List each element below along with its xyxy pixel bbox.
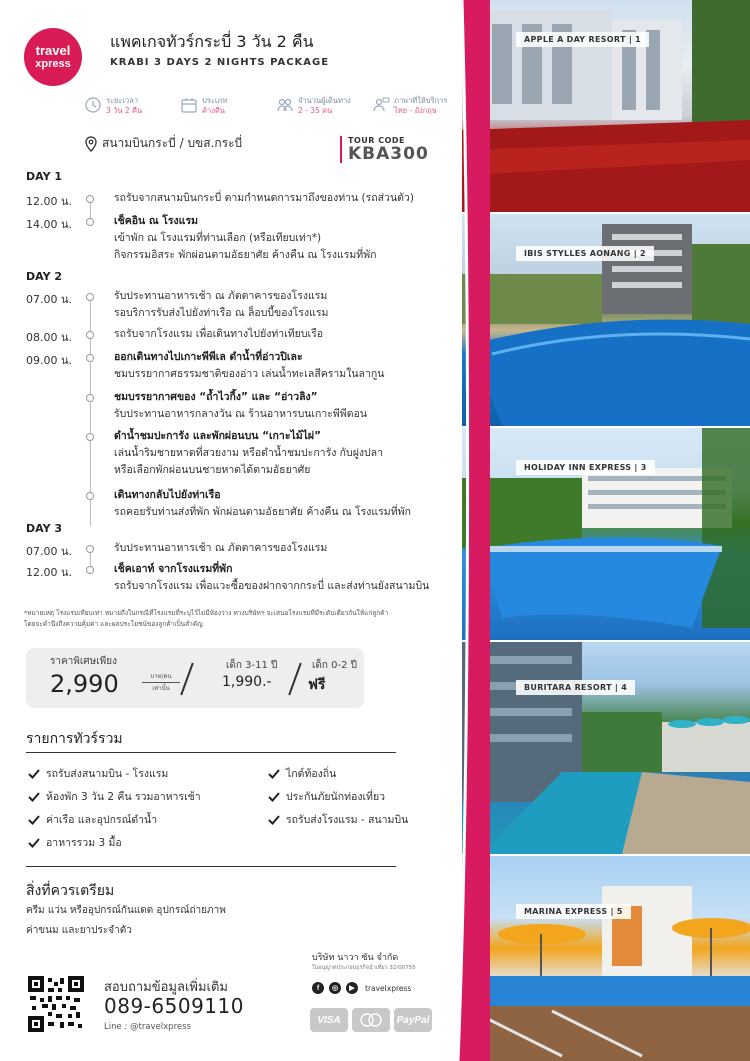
itinerary-time: 14.00 น. xyxy=(26,218,73,231)
itinerary-text: เช็คอิน ณ โรงแรม เข้าพัก ณ โรงแรมที่ท่านเลือก (หรือเทียบเท่า*) กิจกรรมอิสระ พักผ่อนตามอัธยาศัย ค้างคืน ณ โรงแรมที่พัก xyxy=(114,215,377,261)
included-item: ไกด์ท้องถิ่น xyxy=(268,765,336,782)
hotel-photo-3 xyxy=(462,428,750,640)
info-type xyxy=(180,96,266,116)
youtube-icon[interactable]: ▶ xyxy=(346,982,358,994)
check-icon xyxy=(268,792,280,802)
phone-number[interactable]: 089-6509110 xyxy=(104,994,244,1018)
clock-icon xyxy=(84,96,102,114)
itinerary-time: 09.00 น. xyxy=(26,354,73,367)
timeline-dot xyxy=(86,195,94,203)
hotel-caption: BURITARA RESORT | 4 xyxy=(516,680,635,695)
included-item: รถรับส่งโรงแรม - สนามบิน xyxy=(268,811,408,828)
timeline-dot xyxy=(86,218,94,226)
tour-code xyxy=(340,136,429,163)
license-number: ใบอนุญาตประกอบธุรกิจนำเที่ยว 32/00755 xyxy=(312,965,416,971)
hotel-caption: IBIS STYLLES AONANG | 2 xyxy=(516,246,654,261)
itinerary-text: รับประทานอาหารเช้า ณ ภัตตาคารของโรงแรม รอบริการรับส่งไปยังท่าเรือ ณ ล็อบบี้ของโรงแรม xyxy=(114,290,329,319)
timeline-dot xyxy=(86,433,94,441)
pool-illustration xyxy=(462,856,750,1061)
itinerary-time: 08.00 น. xyxy=(26,331,73,344)
included-item: ประกันภัยนักท่องเที่ยว xyxy=(268,788,385,805)
prepare-title: สิ่งที่ควรเตรียม xyxy=(26,883,115,899)
price-label: ราคาพิเศษเพียง xyxy=(50,656,117,667)
logo-text-line2: xpress xyxy=(35,58,71,70)
tour-code-label: TOUR CODE xyxy=(348,136,405,145)
check-icon xyxy=(28,838,40,848)
meeting-point xyxy=(84,134,242,153)
timeline-dot xyxy=(86,545,94,553)
tour-code-value: KBA300 xyxy=(348,144,429,164)
info-language xyxy=(372,96,458,116)
info-label: ระยะเวลา xyxy=(106,96,139,105)
included-title: รายการทัวร์รวม xyxy=(26,731,123,747)
itinerary-text: รับประทานอาหารเช้า ณ ภัตตาคารของโรงแรม xyxy=(114,542,328,554)
hotel-caption: APPLE A DAY RESORT | 1 xyxy=(516,32,649,47)
infant-price-value: ฟรี xyxy=(308,677,326,693)
people-icon xyxy=(276,96,294,114)
brand-logo xyxy=(24,28,82,86)
timeline-dot xyxy=(86,492,94,500)
info-value: 3 วัน 2 คืน xyxy=(106,106,143,115)
info-label: ภาษาที่ให้บริการ xyxy=(394,96,448,105)
info-label: จำนวนผู้เดินทาง xyxy=(298,96,351,105)
child-price-value: 1,990.- xyxy=(222,674,272,690)
page-title-english: KRABI 3 DAYS 2 NIGHTS PACKAGE xyxy=(110,57,330,68)
paypal-logo: PayPal xyxy=(394,1008,432,1032)
timeline-dot xyxy=(86,293,94,301)
itinerary-text: ดำน้ำชมปะการัง และพักผ่อนบน “เกาะไม้ไผ่” เล่นน้ำริมชายหาดที่สวยงาม หรือดำน้ำชมปะการัง กับฝูงปลา หรือเลือกพักผ่อนบนชายหาดได้ตามอัธยาศัย xyxy=(114,430,383,476)
itinerary-text: รถรับจากโรงแรม เพื่อเดินทางไปยังท่าเทียบเรือ xyxy=(114,328,324,340)
itinerary-time: 07.00 น. xyxy=(26,293,73,306)
check-icon xyxy=(28,792,40,802)
itinerary-time: 12.00 น. xyxy=(26,195,73,208)
speech-icon xyxy=(372,96,390,114)
meeting-point-text: สนามบินกระบี่ / บขส.กระบี่ xyxy=(102,136,243,150)
instagram-icon[interactable]: ◎ xyxy=(329,982,341,994)
logo-text-line1: travel xyxy=(35,43,71,58)
location-pin-icon xyxy=(84,136,98,152)
mastercard-logo xyxy=(352,1008,390,1032)
check-icon xyxy=(28,769,40,779)
page-title-thai: แพคเกจทัวร์กระบี่ 3 วัน 2 คืน xyxy=(110,32,314,51)
child-price-label: เด็ก 3-11 ปี xyxy=(226,660,278,671)
itinerary-text: รถรับจากสนามบินกระบี่ ตามกำหนดการมาถึงของท่าน (รถส่วนตัว) xyxy=(114,192,414,204)
mastercard-circles xyxy=(358,1013,384,1027)
info-duration xyxy=(84,96,170,116)
hotel-photo-2 xyxy=(462,214,750,426)
social-links xyxy=(312,982,411,994)
info-travelers xyxy=(276,96,362,116)
divider xyxy=(26,752,396,753)
day-heading: DAY 3 xyxy=(26,522,63,535)
hotel-caption: HOLIDAY INN EXPRESS | 3 xyxy=(516,460,655,475)
divider xyxy=(26,866,396,867)
timeline-dot xyxy=(86,566,94,574)
hotel-footnote: *หมายเหตุ โรงแรมเทียบเท่า หมายถึงในกรณีที่โรงแรมที่ระบุไว้ไม่มีห้องว่าง ทางบริษัทฯ จะเสนอโรงแรมที่มีระดับเดียวกันให้แก่ลูกค้า โดยจะคำนึงถึงความคุ้มค่า และผลประโยชน์ของลูกค้าเป็นสำคัญ xyxy=(24,609,389,628)
itinerary-text: เช็คเอาท์ จากโรงแรมที่พัก รถรับจากโรงแรม เพื่อแวะซื้อของฝากจากกระบี่ และส่งท่านยังสนามบิน xyxy=(114,563,430,592)
facebook-icon[interactable]: f xyxy=(312,982,324,994)
contact-label: สอบถามข้อมูลเพิ่มเติม xyxy=(104,980,229,995)
itinerary-text: ออกเดินทางไปเกาะพีพีเล ดำน้ำที่อ่าวปิเละ ชมบรรยากาศธรรมชาติของอ่าว เล่นน้ำทะเลสีครามในลากูน xyxy=(114,351,385,380)
included-item: ค่าเรือ และอุปกรณ์ดำน้ำ xyxy=(28,811,157,828)
pool-illustration xyxy=(462,642,750,854)
hotel-photo-5 xyxy=(462,856,750,1061)
prepare-line: ค่าขนม และยาประจำตัว xyxy=(26,925,132,936)
check-icon xyxy=(268,815,280,825)
pink-ribbon-decoration xyxy=(430,0,490,1061)
line-id[interactable]: Line : @travelxpress xyxy=(104,1022,191,1032)
itinerary-text: ชมบรรยากาศของ “ถ้ำไวกิ้ง” และ “อ่าวลิง” รับประทานอาหารกลางวัน ณ ร้านอาหารบนเกาะพีพีดอน xyxy=(114,391,368,420)
check-icon xyxy=(268,769,280,779)
hotel-photo-1 xyxy=(462,0,750,212)
tour-info-row xyxy=(84,96,458,116)
included-item: อาหารรวม 3 มื้อ xyxy=(28,834,122,851)
timeline-dot xyxy=(86,331,94,339)
info-value: ค้างคืน xyxy=(202,106,226,115)
timeline-dot xyxy=(86,354,94,362)
price-main: 2,990 xyxy=(50,670,119,698)
divider xyxy=(288,663,302,696)
price-unit: บาท/คน เท่านั้น xyxy=(142,672,180,693)
infant-price-label: เด็ก 0-2 ปี xyxy=(312,660,358,671)
day-heading: DAY 1 xyxy=(26,170,63,183)
info-value: 2 - 35 คน xyxy=(298,106,333,115)
day-heading: DAY 2 xyxy=(26,270,63,283)
check-icon xyxy=(28,815,40,825)
hotel-photo-4 xyxy=(462,642,750,854)
prepare-line: ครีม แว่น หรืออุปกรณ์กันแดด อุปกรณ์ถ่ายภาพ xyxy=(26,905,226,916)
itinerary-text: เดินทางกลับไปยังท่าเรือ รถคอยรับท่านส่งที่พัก พักผ่อนตามอัธยาศัย ค้างคืน ณ โรงแรมที่พัก xyxy=(114,489,411,518)
divider xyxy=(180,663,194,696)
qr-code[interactable] xyxy=(28,976,84,1032)
itinerary-time: 07.00 น. xyxy=(26,545,73,558)
info-label: ประเภท xyxy=(202,96,228,105)
included-item: รถรับส่งสนามบิน - โรงแรม xyxy=(28,765,168,782)
company-name: บริษัท นาวา ซัน จำกัด xyxy=(312,953,399,963)
hotel-caption: MARINA EXPRESS | 5 xyxy=(516,904,631,919)
calendar-icon xyxy=(180,96,198,114)
info-value: ไทย - อังกฤษ xyxy=(394,106,437,115)
visa-logo: VISA xyxy=(310,1008,348,1032)
price-box xyxy=(26,648,364,708)
itinerary-time: 12.00 น. xyxy=(26,566,73,579)
timeline-dot xyxy=(86,394,94,402)
social-handle: travelxpress xyxy=(365,983,412,993)
included-item: ห้องพัก 3 วัน 2 คืน รวมอาหารเช้า xyxy=(28,788,201,805)
